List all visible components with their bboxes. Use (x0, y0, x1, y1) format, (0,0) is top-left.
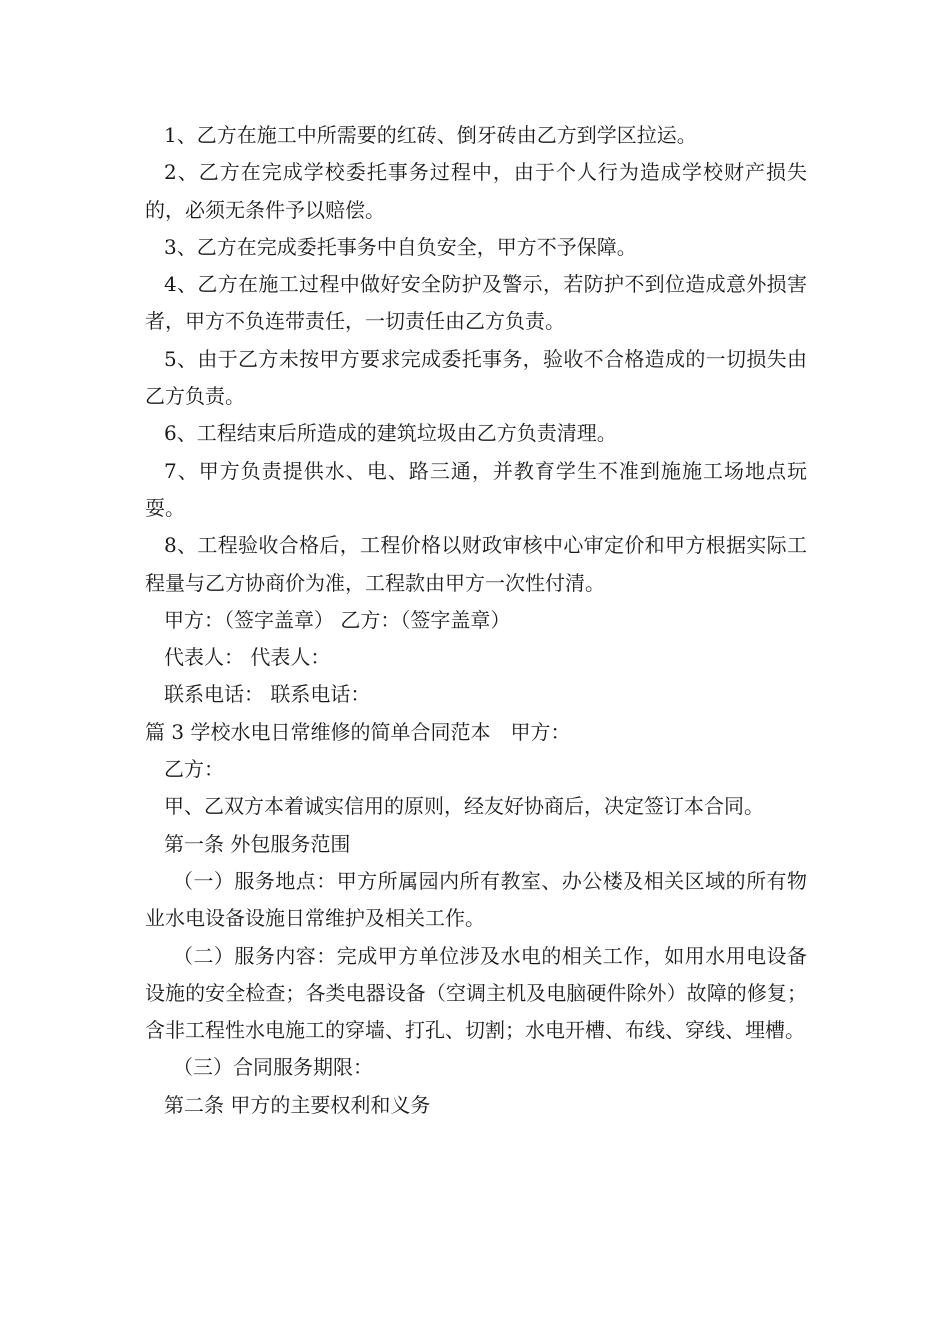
article-2-heading: 第二条 甲方的主要权利和义务 (164, 1092, 431, 1117)
clause-7: 7、甲方负责提供水、电、路三通，并教育学生不准到施施工场地点玩耍。 (145, 458, 807, 520)
phone-line: 联系电话： 联系电话： (164, 682, 371, 707)
clause-1: 1、乙方在施工中所需要的红砖、倒牙砖由乙方到学区拉运。 (164, 123, 697, 147)
clause-2: 2、乙方在完成学校委托事务过程中，由于个人行为造成学校财产损失的，必须无条件予以赔偿。 (145, 160, 807, 222)
clause-6: 6、工程结束后所造成的建筑垃圾由乙方负责清理。 (164, 421, 617, 446)
party-b-line: 乙方： (164, 757, 224, 782)
service-location: （一）服务地点：甲方所属园内所有教室、办公楼及相关区域的所有物业水电设备设施日常维护及相关工作。 (145, 868, 807, 931)
service-content: （二）服务内容：完成甲方单位涉及水电的相关工作，如用水用电设备设施的安全检查；各类电器设备（空调主机及电脑硬件除外）故障的修复；含非工程性水电施工的穿墙、打孔、切割；水电开槽、布线、穿线、埋槽。 (145, 943, 807, 1043)
article-1-heading: 第一条 外包服务范围 (164, 831, 351, 856)
section-heading: 篇 3 学校水电日常维修的简单合同范本 甲方： (145, 719, 571, 744)
clause-4: 4、乙方在施工过程中做好安全防护及警示，若防护不到位造成意外损害者，甲方不负连带责任，一切责任由乙方负责。 (145, 272, 807, 334)
clause-5: 5、由于乙方未按甲方要求完成委托事务，验收不合格造成的一切损失由乙方负责。 (145, 346, 807, 409)
clause-3: 3、乙方在完成委托事务中自负安全，甲方不予保障。 (164, 234, 637, 259)
document-body (145, 117, 807, 1124)
service-term: （三）合同服务期限： (173, 1055, 373, 1080)
clause-8: 8、工程验收合格后，工程价格以财政审核中心审定价和甲方根据实际工程量与乙方协商价为准，工程款由甲方一次性付清。 (145, 533, 807, 595)
preamble: 甲、乙双方本着诚实信用的原则，经友好协商后，决定签订本合同。 (164, 794, 764, 819)
representative-line: 代表人： 代表人： (164, 645, 331, 670)
signature-line: 甲方：（签字盖章） 乙方：（签字盖章） (164, 607, 511, 632)
